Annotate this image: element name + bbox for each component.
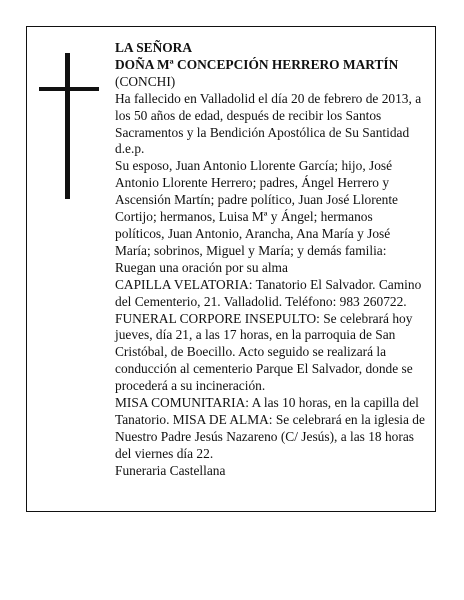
obituary-text [115,40,425,480]
mass-info: MISA COMUNITARIA: A las 10 horas, en la capilla del Tanatorio. MISA DE ALMA: Se celebrará en la iglesia de Nuestro Padre Jesús Nazareno (C/ Jesús), a las 18 horas del viernes día 22. [115,395,425,461]
prayer-request: Ruegan una oración por su alma [115,259,288,275]
dep-line: d.e.p. [115,141,145,157]
cross-horizontal-bar [39,87,99,91]
funeral-home: Funeraria Castellana [115,462,226,478]
notice-title: LA SEÑORA [115,40,193,55]
deceased-name: DOÑA Mª CONCEPCIÓN HERRERO MARTÍN [115,56,399,72]
funeral-info: FUNERAL CORPORE INSEPULTO: Se celebrará hoy jueves, día 21, a las 17 horas, en la parroquia de San Cristóbal, de Boecillo. Acto seguido se realizará la conducción al cementerio Parque El Salvador, donde se procederá a su incineración. [115,310,413,394]
deceased-nickname: (CONCHI) [115,73,176,89]
chapel-info: CAPILLA VELATORIA: Tanatorio El Salvador. Camino del Cementerio, 21. Valladolid. Teléfono: 983 260722. [115,276,422,309]
family-paragraph: Su esposo, Juan Antonio Llorente García; hijo, José Antonio Llorente Herrero; padres, Ángel Herrero y Ascensión Martín; padre político, Juan José Llorente Cortijo; hermanos, Luisa Mª y Ángel; hermanos políticos, Juan Antonio, Arancha, Ana María y José María; sobrinos, Miguel y María; y demás familia: [115,158,398,258]
latin-cross-icon [39,53,99,199]
obituary-notice [26,26,436,512]
cross-vertical-bar [65,53,70,199]
death-announcement: Ha fallecido en Valladolid el día 20 de febrero de 2013, a los 50 años de edad, después de recibir los Santos Sacramentos y la Bendición Apostólica de Su Santidad [115,90,422,140]
